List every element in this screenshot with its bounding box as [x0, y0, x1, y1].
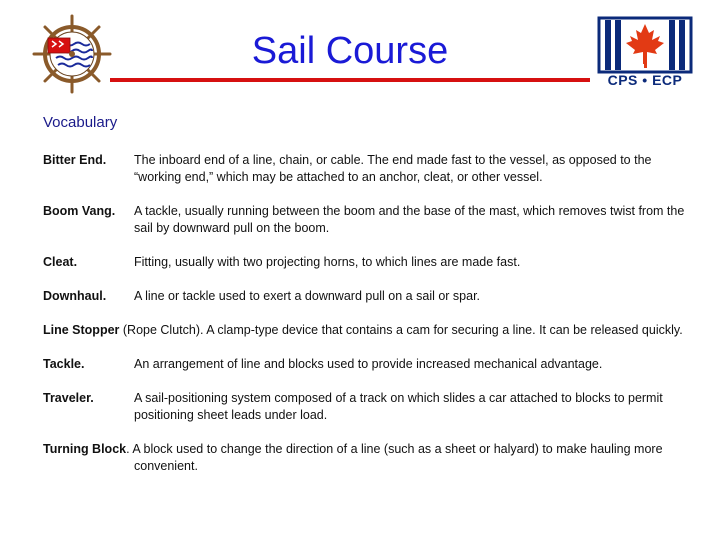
list-item — [43, 322, 693, 339]
list-item — [43, 441, 693, 475]
definition: An arrangement of line and blocks used to provide increased mechanical advantage. — [134, 357, 603, 371]
list-item — [43, 203, 693, 237]
term: Cleat. — [43, 255, 78, 269]
term: Turning Block — [43, 442, 127, 456]
definition: A tackle, usually running between the boom and the base of the mast, which removes twist from the sail by downward pull on the boom. — [134, 204, 685, 235]
ship-wheel-icon — [28, 14, 116, 94]
term: Bitter End. — [43, 153, 107, 167]
term: Traveler. — [43, 391, 94, 405]
list-item — [43, 254, 693, 271]
list-item — [43, 356, 693, 373]
cps-ecp-wordmark: CPS • ECP — [607, 72, 683, 88]
definition: The inboard end of a line, chain, or cable. The end made fast to the vessel, as opposed to the “working end,” which may be attached to an anchor, cleat, or other vessel. — [134, 153, 652, 184]
section-heading: Vocabulary — [43, 114, 118, 131]
definition: (Rope Clutch). A clamp-type device that contains a cam for securing a line. It can be released quickly. — [122, 323, 683, 337]
list-item — [43, 288, 693, 305]
slide-title: Sail Course — [251, 30, 449, 72]
vocabulary-list — [43, 152, 693, 475]
title-underline — [110, 78, 590, 82]
list-item — [43, 152, 693, 186]
definition: Fitting, usually with two projecting horns, to which lines are made fast. — [134, 255, 521, 269]
list-item — [43, 390, 693, 424]
term: Tackle. — [43, 357, 85, 371]
definition: A sail-positioning system composed of a track on which slides a car attached to blocks to permit positioning sheet leads under load. — [134, 391, 663, 422]
definition: A line or tackle used to exert a downward pull on a sail or spar. — [134, 289, 481, 303]
definition: . A block used to change the direction of a line (such as a sheet or halyard) to make hauling more convenient. — [126, 442, 663, 473]
term: Boom Vang. — [43, 204, 116, 218]
ship-wheel-logo — [28, 14, 116, 94]
cps-ecp-logo — [597, 16, 693, 92]
term: Downhaul. — [43, 289, 107, 303]
term: Line Stopper — [43, 323, 120, 337]
